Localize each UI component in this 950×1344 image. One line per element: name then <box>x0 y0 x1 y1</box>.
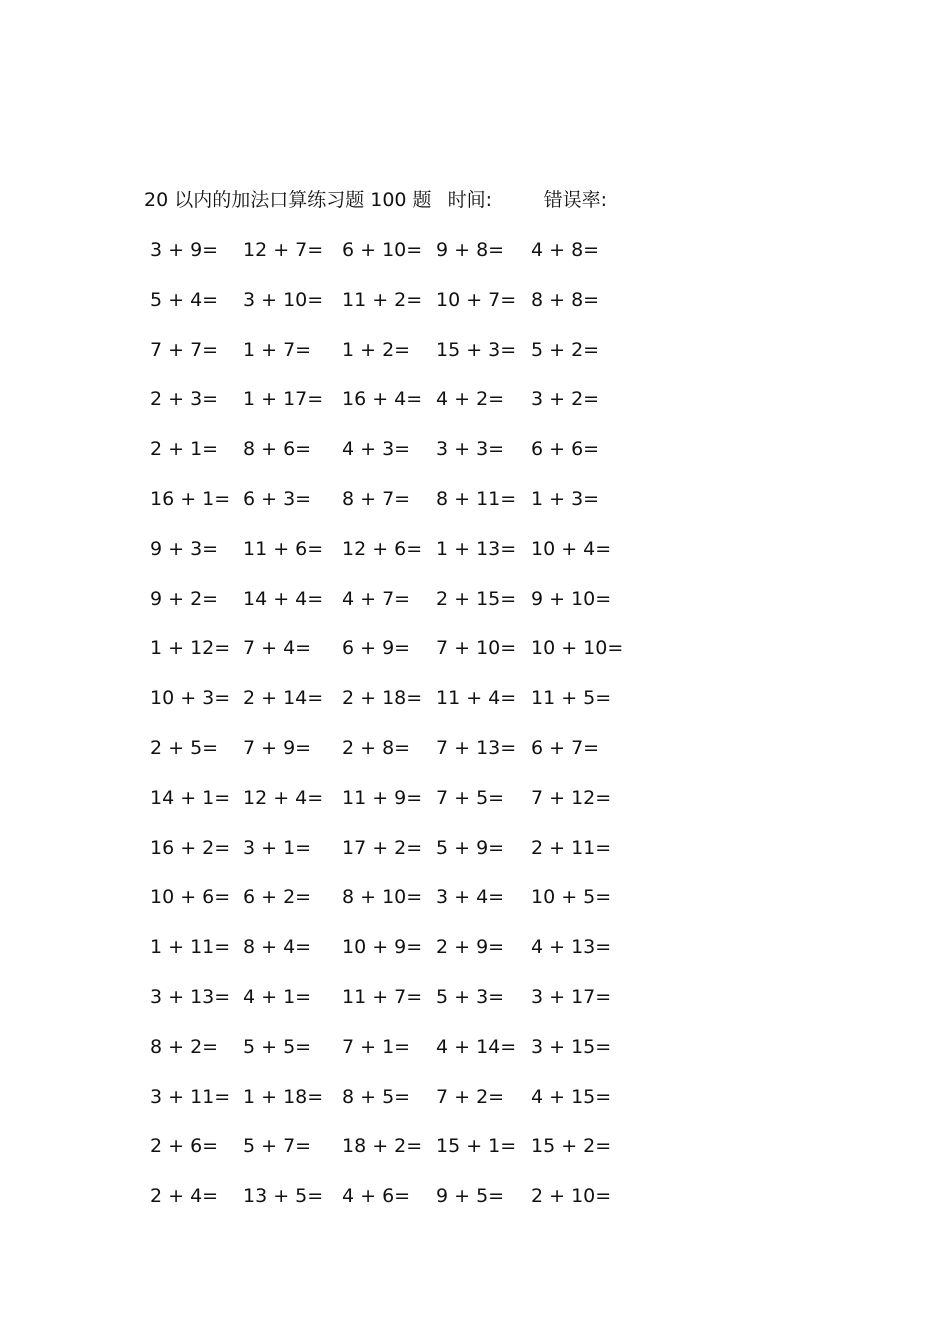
problem-item: 6 + 6= <box>531 438 600 461</box>
problem-item: 2 + 14= <box>243 687 324 710</box>
problem-item: 11 + 6= <box>243 537 324 560</box>
problem-row <box>0 684 950 734</box>
problem-item: 4 + 2= <box>436 388 505 411</box>
problem-item: 2 + 4= <box>150 1185 219 1208</box>
problem-row <box>0 535 950 585</box>
problem-item: 12 + 6= <box>342 537 423 560</box>
problem-item: 8 + 5= <box>342 1085 411 1108</box>
problem-item: 2 + 9= <box>436 936 505 959</box>
problem-item: 8 + 7= <box>342 487 411 510</box>
problem-row <box>0 585 950 635</box>
problem-item: 2 + 10= <box>531 1185 612 1208</box>
problem-item: 5 + 5= <box>243 1035 312 1058</box>
problem-item: 6 + 7= <box>531 736 600 759</box>
problem-item: 5 + 3= <box>436 985 505 1008</box>
problem-item: 10 + 3= <box>150 687 231 710</box>
problem-item: 2 + 5= <box>150 736 219 759</box>
problem-item: 14 + 1= <box>150 786 231 809</box>
problem-item: 3 + 9= <box>150 239 219 261</box>
problem-item: 9 + 2= <box>150 587 219 610</box>
problem-row <box>0 485 950 535</box>
worksheet-header <box>144 186 607 214</box>
problem-item: 8 + 10= <box>342 886 423 909</box>
problem-item: 10 + 4= <box>531 537 612 560</box>
problem-item: 3 + 4= <box>436 886 505 909</box>
problem-item: 17 + 2= <box>342 836 423 859</box>
problem-item: 3 + 3= <box>436 438 505 461</box>
problem-item: 10 + 6= <box>150 886 231 909</box>
problem-item: 2 + 3= <box>150 388 219 411</box>
problem-row <box>0 286 950 336</box>
problem-item: 2 + 18= <box>342 687 423 710</box>
problem-item: 1 + 7= <box>243 338 312 361</box>
problem-item: 1 + 2= <box>342 338 411 361</box>
problem-item: 5 + 7= <box>243 1135 312 1158</box>
problem-item: 2 + 8= <box>342 736 411 759</box>
problem-item: 7 + 10= <box>436 637 517 660</box>
problem-item: 6 + 3= <box>243 487 312 510</box>
problem-item: 7 + 5= <box>436 786 505 809</box>
problem-item: 11 + 9= <box>342 786 423 809</box>
problem-item: 4 + 6= <box>342 1185 411 1208</box>
problem-item: 7 + 9= <box>243 736 312 759</box>
problem-row <box>0 784 950 834</box>
problem-item: 9 + 3= <box>150 537 219 560</box>
problem-item: 4 + 7= <box>342 587 411 610</box>
problem-item: 18 + 2= <box>342 1135 423 1158</box>
problem-item: 16 + 2= <box>150 836 231 859</box>
problem-item: 9 + 5= <box>436 1185 505 1208</box>
problem-item: 2 + 15= <box>436 587 517 610</box>
problem-item: 11 + 5= <box>531 687 612 710</box>
problem-item: 11 + 4= <box>436 687 517 710</box>
problem-row <box>0 634 950 684</box>
problem-item: 4 + 13= <box>531 936 612 959</box>
problem-item: 8 + 2= <box>150 1035 219 1058</box>
time-label: 时间: <box>447 189 493 211</box>
problem-item: 4 + 8= <box>531 239 600 261</box>
problem-item: 4 + 15= <box>531 1085 612 1108</box>
problem-item: 1 + 13= <box>436 537 517 560</box>
problem-item: 7 + 12= <box>531 786 612 809</box>
problem-item: 11 + 2= <box>342 288 423 311</box>
problem-item: 11 + 7= <box>342 985 423 1008</box>
problem-item: 10 + 10= <box>531 637 624 660</box>
problem-item: 3 + 10= <box>243 288 324 311</box>
problem-item: 10 + 9= <box>342 936 423 959</box>
problem-grid <box>0 236 950 1232</box>
problem-item: 3 + 15= <box>531 1035 612 1058</box>
problem-item: 12 + 4= <box>243 786 324 809</box>
problem-item: 3 + 1= <box>243 836 312 859</box>
problem-item: 3 + 2= <box>531 388 600 411</box>
problem-item: 7 + 2= <box>436 1085 505 1108</box>
problem-item: 1 + 18= <box>243 1085 324 1108</box>
problem-row <box>0 983 950 1033</box>
problem-item: 12 + 7= <box>243 239 324 261</box>
problem-row <box>0 1033 950 1083</box>
problem-row <box>0 734 950 784</box>
problem-item: 2 + 1= <box>150 438 219 461</box>
problem-item: 3 + 11= <box>150 1085 231 1108</box>
problem-item: 1 + 3= <box>531 487 600 510</box>
problem-item: 2 + 11= <box>531 836 612 859</box>
problem-item: 9 + 10= <box>531 587 612 610</box>
problem-item: 7 + 4= <box>243 637 312 660</box>
problem-row <box>0 1083 950 1133</box>
problem-item: 5 + 4= <box>150 288 219 311</box>
problem-item: 14 + 4= <box>243 587 324 610</box>
problem-item: 8 + 6= <box>243 438 312 461</box>
problem-row <box>0 933 950 983</box>
problem-row <box>0 883 950 933</box>
worksheet-title: 20 以内的加法口算练习题 100 题 <box>144 189 432 211</box>
problem-item: 15 + 2= <box>531 1135 612 1158</box>
problem-item: 2 + 6= <box>150 1135 219 1158</box>
problem-item: 8 + 11= <box>436 487 517 510</box>
problem-item: 7 + 7= <box>150 338 219 361</box>
problem-row <box>0 834 950 884</box>
problem-row <box>0 385 950 435</box>
problem-item: 4 + 14= <box>436 1035 517 1058</box>
problem-item: 16 + 1= <box>150 487 231 510</box>
problem-item: 10 + 7= <box>436 288 517 311</box>
problem-item: 4 + 3= <box>342 438 411 461</box>
problem-item: 6 + 10= <box>342 239 423 261</box>
problem-item: 5 + 2= <box>531 338 600 361</box>
problem-item: 4 + 1= <box>243 985 312 1008</box>
problem-item: 3 + 17= <box>531 985 612 1008</box>
problem-item: 7 + 1= <box>342 1035 411 1058</box>
problem-item: 9 + 8= <box>436 239 505 261</box>
problem-item: 16 + 4= <box>342 388 423 411</box>
problem-item: 1 + 17= <box>243 388 324 411</box>
problem-item: 15 + 1= <box>436 1135 517 1158</box>
problem-item: 8 + 8= <box>531 288 600 311</box>
problem-item: 6 + 9= <box>342 637 411 660</box>
error-rate-label: 错误率: <box>543 189 608 211</box>
problem-item: 15 + 3= <box>436 338 517 361</box>
problem-row <box>0 435 950 485</box>
problem-item: 1 + 11= <box>150 936 231 959</box>
problem-row <box>0 236 950 286</box>
problem-item: 10 + 5= <box>531 886 612 909</box>
problem-item: 3 + 13= <box>150 985 231 1008</box>
problem-row <box>0 1132 950 1182</box>
problem-item: 1 + 12= <box>150 637 231 660</box>
problem-item: 7 + 13= <box>436 736 517 759</box>
problem-item: 8 + 4= <box>243 936 312 959</box>
problem-item: 13 + 5= <box>243 1185 324 1208</box>
problem-row <box>0 1182 950 1232</box>
problem-row <box>0 336 950 386</box>
problem-item: 6 + 2= <box>243 886 312 909</box>
problem-item: 5 + 9= <box>436 836 505 859</box>
